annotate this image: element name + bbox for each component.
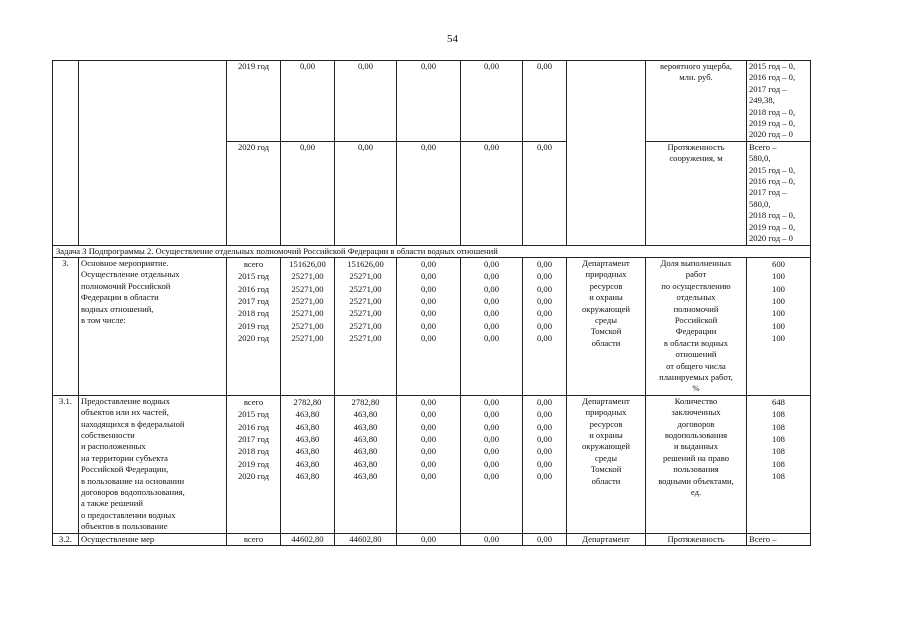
table-row xyxy=(53,61,811,142)
cell-value: 0,00 xyxy=(461,61,523,142)
page-number: 54 xyxy=(447,33,458,45)
task-title: Задача 3 Подпрограммы 2. Осуществление отдельных полномочий Российской Федерации в области водных отношений xyxy=(53,245,811,257)
cell-value: 0,00 xyxy=(397,61,461,142)
document-table-wrapper xyxy=(52,60,811,546)
cell-total: 44602,80 xyxy=(281,533,335,545)
cell-value: 0,00 xyxy=(523,61,567,142)
indicator-values: Всего – 580,0, 2015 год – 0, 2016 год – 0, 2017 год – 580,0, 2018 год – 0, 2019 год – 0, 2020 год – 0 xyxy=(747,141,811,245)
cell-name: Осуществление мер xyxy=(79,533,227,545)
cell-value: 0,00 xyxy=(281,141,335,245)
table-row xyxy=(53,257,811,395)
table-row xyxy=(53,245,811,257)
cell-value: 0,00 xyxy=(461,141,523,245)
cell-col3: 0,00 xyxy=(397,533,461,545)
indicator-name: Доля выполненных работ по осуществлению отдельных полномочий Российской Федерации в области водных отношений от общего числа планируемых работ, % xyxy=(646,257,747,395)
cell-num xyxy=(53,61,79,246)
cell-name: Основное мероприятие. Осуществление отдельных полномочий Российской Федерации в области водных отношений, в том числе: xyxy=(79,257,227,395)
cell-name: Предоставление водных объектов или их частей, находящихся в федеральной собственности и расположенных на территории субъекта Российской Федерации, в пользование на основании договоров водопользования, а также решений о предоставлении водных объектов в пользование xyxy=(79,395,227,533)
cell-col4: 0,00 0,00 0,00 0,00 0,00 0,00 0,00 xyxy=(461,257,523,395)
cell-value: 0,00 xyxy=(335,61,397,142)
table-row xyxy=(53,533,811,545)
indicator-name: Протяженность xyxy=(646,533,747,545)
cell-col5: 0,00 xyxy=(523,533,567,545)
cell-value: 0,00 xyxy=(281,61,335,142)
cell-value: 0,00 xyxy=(523,141,567,245)
indicator-values: 2015 год – 0, 2016 год – 0, 2017 год – 249,38, 2018 год – 0, 2019 год – 0, 2020 год – 0 xyxy=(747,61,811,142)
cell-col3: 0,00 0,00 0,00 0,00 0,00 0,00 0,00 xyxy=(397,395,461,533)
cell-year: 2020 год xyxy=(227,141,281,245)
cell-years: всего 2015 год 2016 год 2017 год 2018 год 2019 год 2020 год xyxy=(227,395,281,533)
table-row xyxy=(53,395,811,533)
cell-executor: Департамент xyxy=(567,533,646,545)
cell-executor: Департамент природных ресурсов и охраны окружающей среды Томской области xyxy=(567,257,646,395)
indicator-values: Всего – xyxy=(747,533,811,545)
indicator-values: 648 108 108 108 108 108 108 xyxy=(747,395,811,533)
cell-executor: Департамент природных ресурсов и охраны окружающей среды Томской области xyxy=(567,395,646,533)
cell-name xyxy=(79,61,227,246)
cell-col3: 0,00 0,00 0,00 0,00 0,00 0,00 0,00 xyxy=(397,257,461,395)
cell-col5: 0,00 0,00 0,00 0,00 0,00 0,00 0,00 xyxy=(523,257,567,395)
cell-value: 0,00 xyxy=(335,141,397,245)
cell-federal: 44602,80 xyxy=(335,533,397,545)
indicator-name: вероятного ущерба, млн. руб. xyxy=(646,61,747,142)
cell-years: всего 2015 год 2016 год 2017 год 2018 год 2019 год 2020 год xyxy=(227,257,281,395)
cell-executor xyxy=(567,61,646,246)
cell-federal: 2782,80 463,80 463,80 463,80 463,80 463,80 463,80 xyxy=(335,395,397,533)
program-table xyxy=(52,60,811,546)
cell-num: 3.1. xyxy=(53,395,79,533)
cell-num: 3. xyxy=(53,257,79,395)
cell-col4: 0,00 0,00 0,00 0,00 0,00 0,00 0,00 xyxy=(461,395,523,533)
cell-total: 2782,80 463,80 463,80 463,80 463,80 463,80 463,80 xyxy=(281,395,335,533)
cell-value: 0,00 xyxy=(397,141,461,245)
cell-num: 3.2. xyxy=(53,533,79,545)
cell-col4: 0,00 xyxy=(461,533,523,545)
cell-year: всего xyxy=(227,533,281,545)
indicator-name: Количество заключенных договоров водопользования и выданных решений на право пользования водными объектами, ед. xyxy=(646,395,747,533)
cell-federal: 151626,00 25271,00 25271,00 25271,00 25271,00 25271,00 25271,00 xyxy=(335,257,397,395)
indicator-values: 600 100 100 100 100 100 100 xyxy=(747,257,811,395)
cell-year: 2019 год xyxy=(227,61,281,142)
indicator-name: Протяженность сооружения, м xyxy=(646,141,747,245)
cell-col5: 0,00 0,00 0,00 0,00 0,00 0,00 0,00 xyxy=(523,395,567,533)
cell-total: 151626,00 25271,00 25271,00 25271,00 25271,00 25271,00 25271,00 xyxy=(281,257,335,395)
